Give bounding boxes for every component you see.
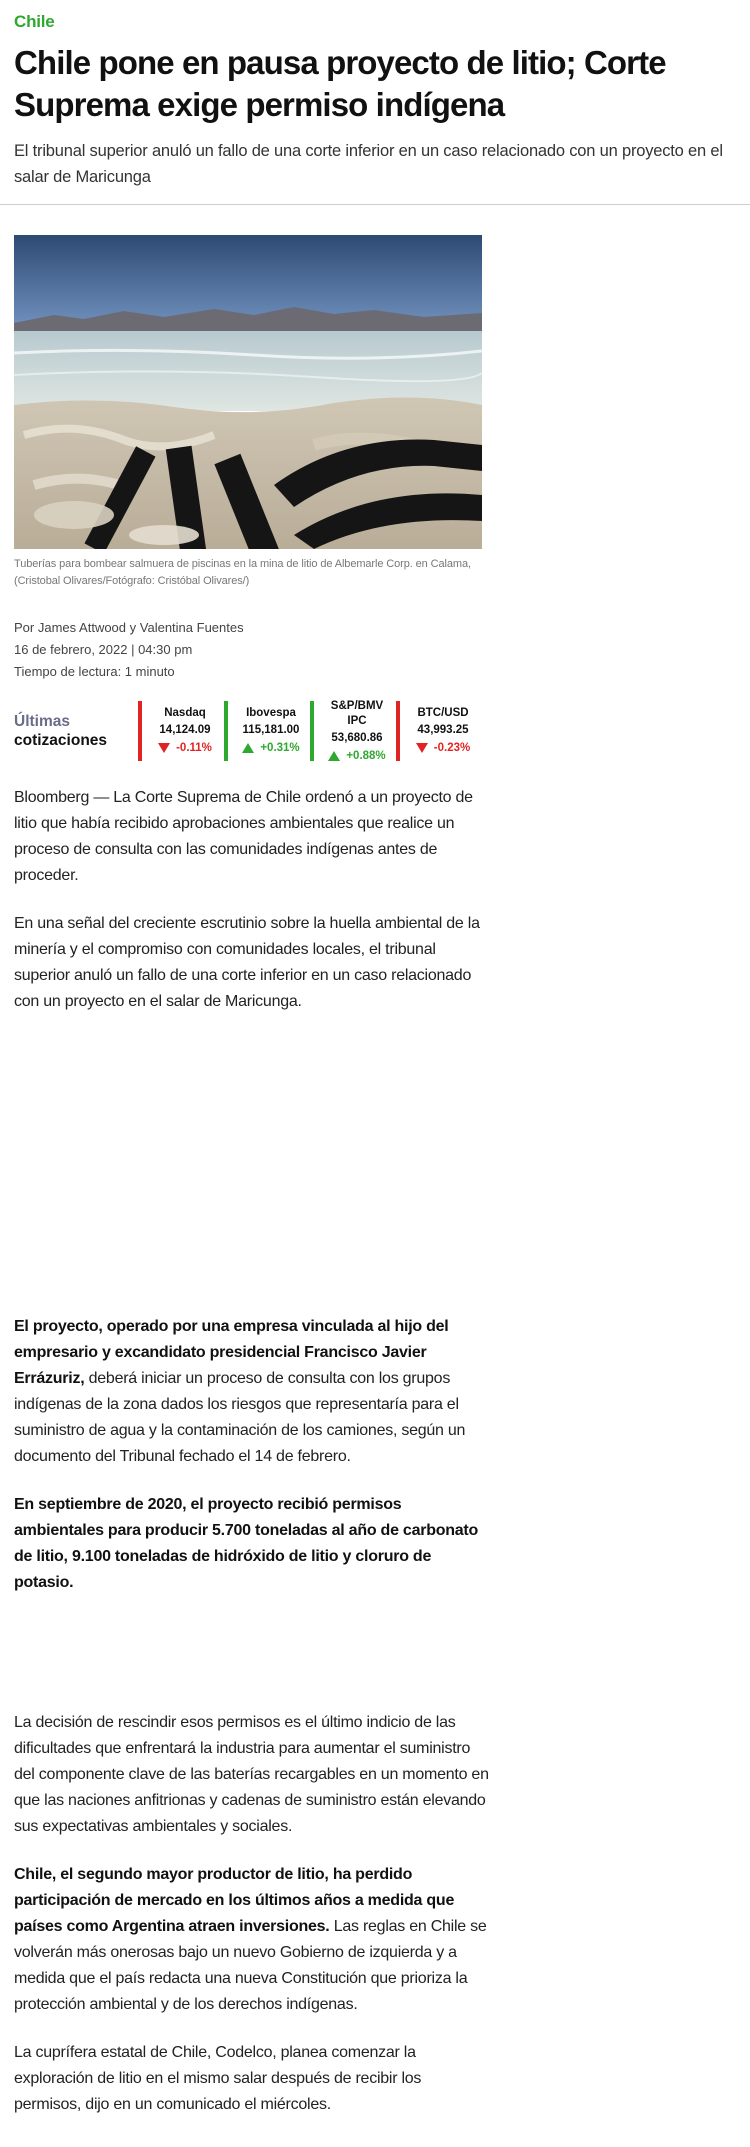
reading-time: Tiempo de lectura: 1 minuto <box>14 664 175 679</box>
publish-date: 16 de febrero, 2022 | 04:30 pm <box>14 642 193 657</box>
quote-nasdaq[interactable] <box>138 701 224 761</box>
paragraph-1: Bloomberg — La Corte Suprema de Chile ordenó a un proyecto de litio que había recibido aprobaciones ambientales que realice un proceso de consulta con las comunidades indígenas antes de proceder. <box>14 789 473 884</box>
up-arrow-icon <box>242 743 254 753</box>
paragraph-6-bold: Chile, el segundo mayor productor de litio, ha perdido participación de mercado en los últimos años a medida que países como Argentina atraen inversiones. <box>14 1866 455 1935</box>
quote-value: 53,680.86 <box>331 731 383 744</box>
article-dek: El tribunal superior anuló un fallo de una corte inferior en un caso relacionado con un proyecto en el salar de Maricunga <box>14 142 723 186</box>
byline-and: y <box>129 620 137 635</box>
byline-prefix: Por <box>14 620 35 635</box>
quote-change <box>328 748 385 764</box>
header-divider <box>0 204 750 205</box>
byline <box>14 617 510 639</box>
quote-btc-usd[interactable] <box>396 701 482 761</box>
quote-name: S&P/BMV IPC <box>330 699 384 727</box>
quote-value: 14,124.09 <box>159 724 211 736</box>
paragraph-4 <box>14 1492 490 1596</box>
quote-change <box>416 740 470 756</box>
quotes-title <box>14 701 138 761</box>
headline: Chile pone en pausa proyecto de litio; Corte Suprema exige permiso indígena <box>14 44 666 123</box>
paragraph-7: La cuprífera estatal de Chile, Codelco, planea comenzar la exploración de litio en el mismo salar después de recibir los permisos, dijo en un comunicado el miércoles. <box>14 2044 422 2113</box>
quote-value: 43,993.25 <box>417 724 469 736</box>
down-arrow-icon <box>416 743 428 753</box>
quote-name: Ibovespa <box>246 707 296 719</box>
article-meta <box>14 617 510 683</box>
quote-name: Nasdaq <box>164 707 206 719</box>
quote-change-value: -0.11% <box>176 742 212 754</box>
quote-sp-bmv-ipc[interactable] <box>310 701 396 761</box>
paragraph-3 <box>14 1314 490 1470</box>
quote-name: BTC/USD <box>417 707 469 719</box>
paragraph-6 <box>14 1862 490 2018</box>
author-link-2[interactable]: Valentina Fuentes <box>139 620 244 635</box>
quote-change <box>158 740 212 756</box>
quote-change-value: +0.88% <box>346 749 386 762</box>
quote-ibovespa[interactable] <box>224 701 310 761</box>
image-caption: Tuberías para bombear salmuera de piscinas en la mina de litio de Albemarle Corp. en Calama, (Cristobal Olivares/Fotógrafo: Cristóbal Olivares/) <box>14 558 471 587</box>
hero-image[interactable] <box>14 235 482 549</box>
paragraph-6-rest: Las reglas en Chile se volverán más onerosas bajo un nuevo Gobierno de izquierda y a medida que el país redacta una nueva Constitución que prioriza la protección ambiental y de los derechos indígenas. <box>14 1918 487 2013</box>
section-link[interactable]: Chile <box>14 12 55 31</box>
down-arrow-icon <box>158 743 170 753</box>
salt-flat-photo <box>14 235 482 549</box>
quotes-title-line1: Últimas <box>14 713 70 730</box>
market-quotes <box>14 701 482 761</box>
article-header <box>0 0 750 190</box>
paragraph-3-bold: El proyecto, operado por una empresa vinculada al hijo del empresario y excandidato presidencial Francisco Javier Errázuriz, <box>14 1318 449 1387</box>
author-link-1[interactable]: James Attwood <box>37 620 127 635</box>
article-body <box>14 235 510 2118</box>
paragraph-3-rest: deberá iniciar un proceso de consulta con los grupos indígenas de la zona dados los riesgos que representaría para el suministro de agua y la contaminación de los camiones, según un documento del Tribunal fechado el 14 de febrero. <box>14 1370 466 1465</box>
quote-change <box>242 740 299 756</box>
paragraph-5: La decisión de rescindir esos permisos es el último indicio de las dificultades que enfrentará la industria para aumentar el suministro del componente clave de las baterías recargables en un momento en que las naciones anfitrionas y cadenas de suministro están elevando sus expectativas ambientales y sociales. <box>14 1714 489 1835</box>
quote-change-value: -0.23% <box>433 742 471 754</box>
up-arrow-icon <box>328 751 340 761</box>
paragraph-4-bold: En septiembre de 2020, el proyecto recibió permisos ambientales para producir 5.700 toneladas al año de carbonato de litio, 9.100 toneladas de hidróxido de litio y cloruro de potasio. <box>14 1496 479 1591</box>
quote-change-value: +0.31% <box>260 742 300 754</box>
paragraph-2: En una señal del creciente escrutinio sobre la huella ambiental de la minería y el compromiso con comunidades locales, el tribunal superior anuló un fallo de una corte inferior en un caso relacionado con un proyecto en el salar de Maricunga. <box>14 915 480 1010</box>
quotes-title-line2: cotizaciones <box>14 732 108 749</box>
quote-value: 115,181.00 <box>242 724 300 736</box>
